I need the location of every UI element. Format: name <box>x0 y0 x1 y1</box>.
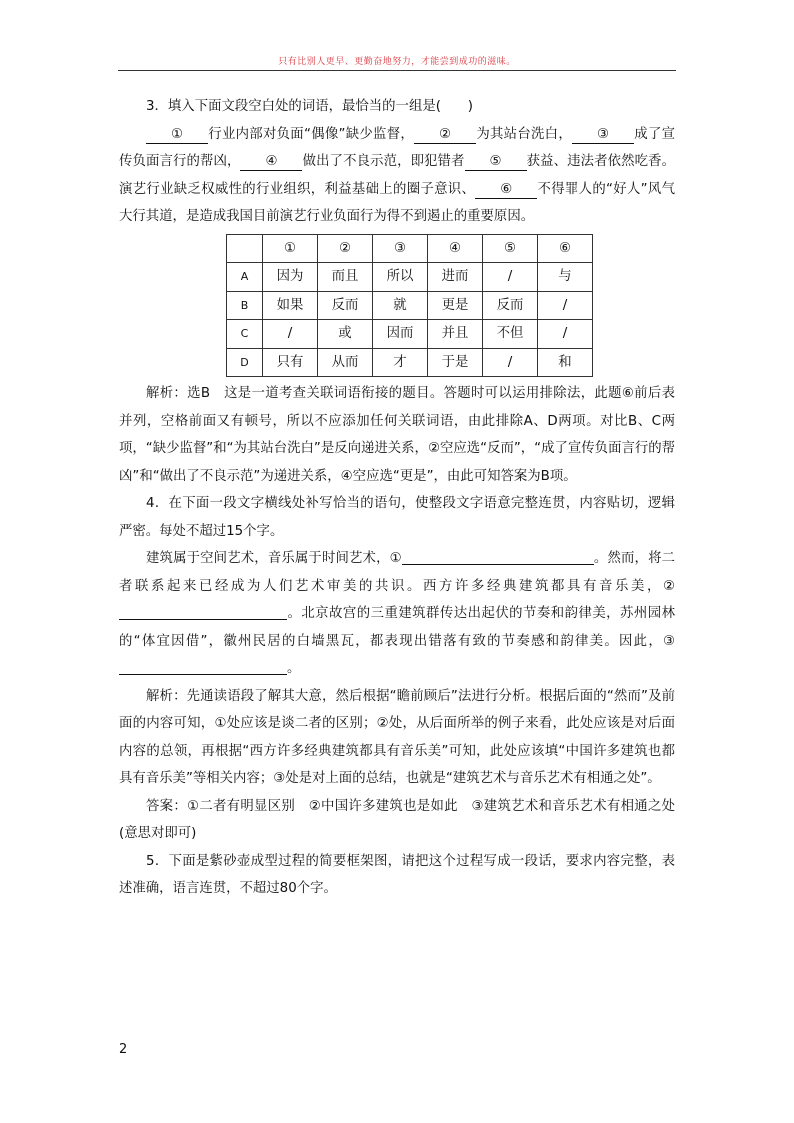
table-cell: 就 <box>373 291 428 320</box>
table-cell: / <box>483 263 538 292</box>
table-cell: 反而 <box>318 291 373 320</box>
blank-2: ② <box>414 127 476 144</box>
answer-line-1 <box>402 547 594 565</box>
table-cell: 和 <box>538 348 593 377</box>
blank-4: ④ <box>240 154 302 171</box>
passage-seg: 做出了不良示范，即犯错者 <box>302 154 465 169</box>
q3-passage <box>119 121 675 231</box>
table-header-cell: ③ <box>373 234 428 263</box>
table-cell: 从而 <box>318 348 373 377</box>
q3-stem: 3．填入下面文段空白处的词语，最恰当的一组是( ) <box>146 99 473 114</box>
q4-stem: 4．在下面一段文字横线处补写恰当的语句，使整段文字语意完整连贯，内容贴切，逻辑严密。每处不超过15个字。 <box>119 496 675 539</box>
table-cell: 并且 <box>428 320 483 349</box>
table-cell: 而且 <box>318 263 373 292</box>
passage-seg: 建筑属于空间艺术，音乐属于时间艺术，① <box>146 551 402 566</box>
table-row <box>227 348 593 377</box>
table-header-cell: ⑥ <box>538 234 593 263</box>
table-cell: / <box>263 320 318 349</box>
table-cell: 或 <box>318 320 373 349</box>
table-header-row <box>227 234 593 263</box>
passage-seg: 为其站台洗白， <box>476 126 573 142</box>
passage-seg: 。 <box>287 661 301 676</box>
table-cell: 如果 <box>263 291 318 320</box>
table-header-cell: ⑤ <box>483 234 538 263</box>
passage-seg: 获益、违法者依然吃香。演艺行业缺乏权威性的行业组织，利益基础上的圈子意识、 <box>119 154 676 197</box>
table-cell: 反而 <box>483 291 538 320</box>
answer-line-2 <box>119 602 287 620</box>
table-header-cell: ④ <box>428 234 483 263</box>
page-header: 只有比别人更早、更勤奋地努力，才能尝到成功的滋味。 <box>278 57 516 67</box>
page-number: 2 <box>119 1042 128 1057</box>
q3-analysis: 解析：选B 这是一道考查关联词语衔接的题目。答题时可以运用排除法，此题⑥前后表并列，空格前面又有顿号，所以不应添加任何关联词语，由此排除A、D两项。对比B、C两项，“缺少监督”和“为其站台洗白”是反向递进关系，②空应选“反而”，“成了宣传负面言行的帮凶”和“做出了不良示范”为递进关系，④空应选“更是”，由此可知答案为B项。 <box>119 386 676 484</box>
table-cell <box>227 234 263 263</box>
option-label: B <box>227 291 263 320</box>
q4-passage <box>119 545 675 683</box>
options-table <box>226 234 593 378</box>
table-cell: 于是 <box>428 348 483 377</box>
table-row <box>227 291 593 320</box>
passage-seg: 行业内部对负面“偶像”缺少监督， <box>208 126 415 142</box>
table-header-cell: ② <box>318 234 373 263</box>
blank-3: ③ <box>572 127 634 144</box>
table-cell: 所以 <box>373 263 428 292</box>
blank-1: ① <box>146 127 208 144</box>
document-body <box>119 93 675 903</box>
passage-seg: 成了宣传负面言行的帮凶， <box>119 126 676 169</box>
table-row <box>227 320 593 349</box>
table-cell: 才 <box>373 348 428 377</box>
table-cell: 只有 <box>263 348 318 377</box>
option-label: A <box>227 263 263 292</box>
table-cell: 进而 <box>428 263 483 292</box>
table-cell: 因为 <box>263 263 318 292</box>
table-header-cell: ① <box>263 234 318 263</box>
passage-seg: 。北京故宫的三重建筑群传达出起伏的节奏和韵律美，苏州园林的“体宜因借”，徽州民居的白墙黑瓦，都表现出错落有致的节奏感和韵律美。因此，③ <box>119 606 675 649</box>
table-cell: / <box>483 348 538 377</box>
option-label: D <box>227 348 263 377</box>
header-rule <box>118 70 676 71</box>
passage-seg: 不得罪人的“好人”风气大行其道，是造成我国目前演艺行业负面行为得不到遏止的重要原因。 <box>119 181 675 224</box>
passage-seg: 。然而，将二者联系起来已经成为人们艺术审美的共识。西方许多经典建筑都具有音乐美，② <box>119 551 675 594</box>
blank-6: ⑥ <box>475 182 537 199</box>
table-row <box>227 263 593 292</box>
table-cell: / <box>538 291 593 320</box>
q4-answer: 答案：①二者有明显区别 ②中国许多建筑也是如此 ③建筑艺术和音乐艺术有相通之处(意思对即可) <box>119 798 675 841</box>
table-cell: 因而 <box>373 320 428 349</box>
table-cell: / <box>538 320 593 349</box>
q4-analysis: 解析：先通读语段了解其大意，然后根据“瞻前顾后”法进行分析。根据后面的“然而”及前面的内容可知，①处应该是谈二者的区别；②处，从后面所举的例子来看，此处应该是对后面内容的总领，再根据“西方许多经典建筑都具有音乐美”可知，此处应该填“中国许多建筑也都具有音乐美”等相关内容；③处是对上面的总结，也就是“建筑艺术与音乐艺术有相通之处”。 <box>119 688 675 786</box>
answer-line-3 <box>119 657 287 675</box>
table-cell: 更是 <box>428 291 483 320</box>
table-cell: 与 <box>538 263 593 292</box>
q5-stem: 5．下面是紫砂壶成型过程的简要框架图，请把这个过程写成一段话，要求内容完整，表述准确，语言连贯，不超过80个字。 <box>119 853 675 896</box>
blank-5: ⑤ <box>465 154 527 171</box>
option-label: C <box>227 320 263 349</box>
table-cell: 不但 <box>483 320 538 349</box>
